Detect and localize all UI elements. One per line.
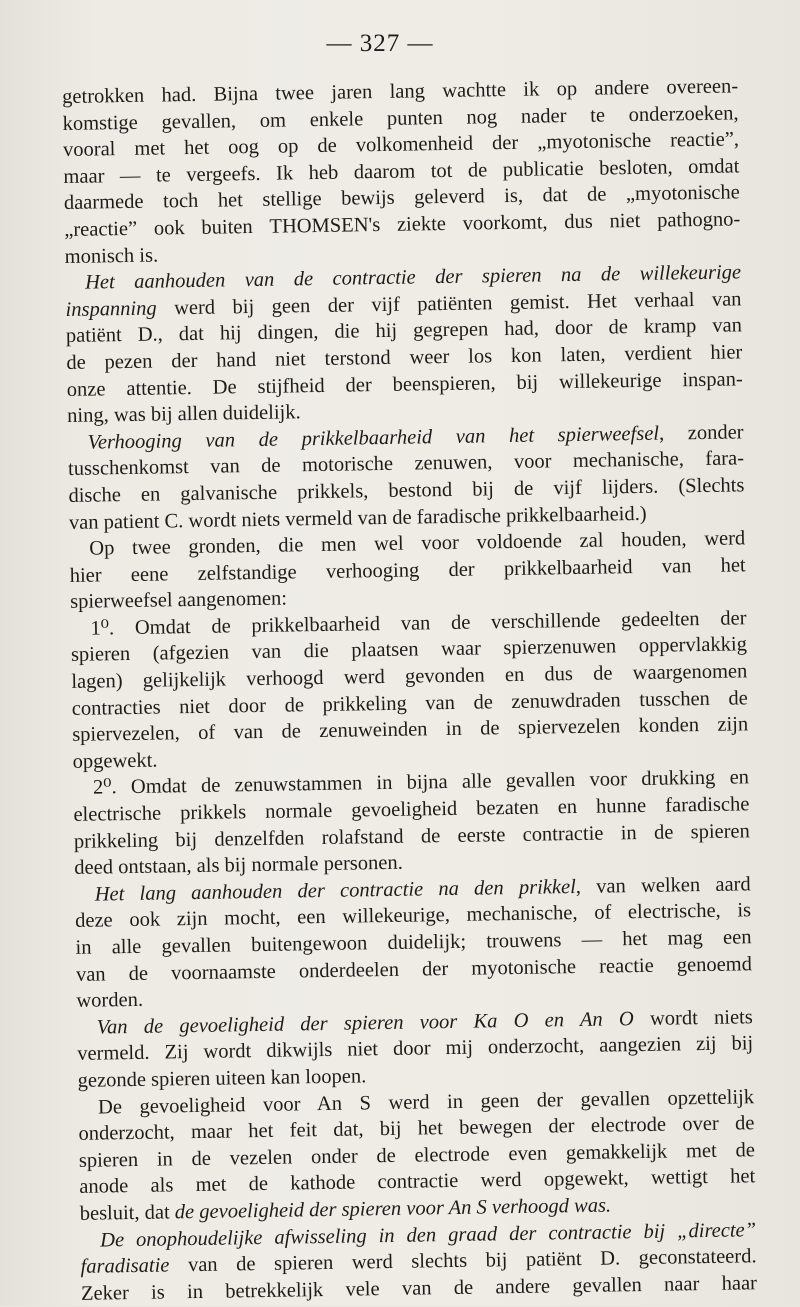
text-line: onderzocht, maar het feit dat, bij het bewegen der electrode over de <box>78 1112 755 1146</box>
text-line: tusschenkomst van de motorische zenuwen, voor mechanische, fara- <box>67 447 745 481</box>
text-line: ning, was bij allen duidelijk. <box>67 401 301 428</box>
text-line: lagen) gelijkelijk verhoogd werd gevonden en dus de waargenomen <box>71 660 748 693</box>
text-line: gezonde spieren uiteen kan loopen. <box>77 1065 367 1092</box>
text-line: opgewekt. <box>72 749 158 773</box>
text-line: getrokken had. Bijna twee jaren lang wachtte ik op andere overeen- <box>62 75 739 108</box>
emphasis-text: De onophoudelijke afwisseling in den graad der contractie bij „directe” <box>99 1218 757 1252</box>
text-line: deze ook zijn mocht, een willekeurige, mechanische, of electrische, is <box>74 899 752 933</box>
text-line: vooral met het oog op de volkomenheid der „myotonische reactie”, <box>62 128 740 162</box>
text-line: Het lang aanhouden der contractie na den prikkel, van welken aard <box>94 873 751 906</box>
text-line: onze attentie. De stijfheid der beenspieren, bij willekeurige inspan- <box>66 367 743 401</box>
text-line: inspanning werd bij geen der vijf patiënten gemist. Het verhaal van <box>65 288 742 321</box>
emphasis-text: inspanning <box>65 297 157 321</box>
text-line: patiënt D., dat hij dingen, die hij gegrepen had, door de kramp van <box>65 314 743 348</box>
page-number: — 327 — <box>326 30 434 57</box>
text-line: deed ontstaan, als bij normale personen. <box>74 851 403 880</box>
text-line: in alle gevallen buitengewoon duidelijk; trouwens — het mag een <box>75 926 752 959</box>
text-line: De gevoeligheid voor An S werd in geen der gevallen opzettelijk <box>97 1085 755 1119</box>
text-line: spierweefsel aangenomen: <box>69 587 288 614</box>
text-line: „reactie” ook buiten THOMSEN's ziekte voorkomt, dus niet pathogno- <box>64 208 741 241</box>
text-line: anode als met de kathode contractie werd opgewekt, wettigt het <box>79 1165 756 1199</box>
text-line: faradisatie van de spieren werd slechts bij patiënt D. geconstateerd. <box>80 1245 757 1278</box>
emphasis-text: faradisatie <box>80 1254 170 1278</box>
text-line: komstige gevallen, om enkele punten nog nader te onderzoeken, <box>62 101 739 135</box>
text-line: van de voornaamste onderdeelen der myotonische reactie genoemd <box>75 952 753 986</box>
text-line: de pezen der hand niet terstond weer los kon laten, verdient hier <box>66 341 743 374</box>
emphasis-text: Het lang aanhouden der contractie na den prikkel <box>94 875 576 906</box>
text-line: electrische prikkels normale gevoeligheid bezaten en hunne faradische <box>73 793 750 826</box>
emphasis-text: Verhooging van de prikkelbaarheid van het spierweefsel <box>87 422 660 454</box>
text-line: prikkeling bij denzelfden rolafstand de eerste contractie in de spieren <box>73 819 750 853</box>
text-line: vermeld. Zij wordt dikwijls niet door mij onderzocht, aangezien zij bij <box>77 1032 754 1066</box>
text-line: 1⁰. Omdat de prikkelbaarheid van de verschillende gedeelten der <box>90 607 747 640</box>
emphasis-text: de gevoeligheid der spieren voor An S verhoogd was. <box>174 1194 612 1224</box>
text-line: hier eene zelfstandige verhooging der prikkelbaarheid van het <box>69 554 746 587</box>
text-line: besluit, dat de gevoeligheid der spieren voor An S verhoogd was. <box>79 1194 612 1225</box>
text-line: van patient C. wordt niets vermeld van de faradische prikkelbaarheid.) <box>68 502 647 534</box>
text-line: contracties niet door de prikkeling van de zenuwdraden tusschen de <box>71 686 748 720</box>
text-line: 2⁰. Omdat de zenuwstammen in bijna alle gevallen voor drukking en <box>92 766 750 800</box>
text-line: dische en galvanische prikkels, bestond bij de vijf lijders. (Slechts <box>68 474 745 507</box>
emphasis-text: Het aanhouden van de contractie der spieren na de willekeurige <box>84 261 742 294</box>
text-line: Verhooging van de prikkelbaarheid van het spierweefsel, zonder <box>87 421 744 454</box>
text-line: Van de gevoeligheid der spieren voor Ka O en An O wordt niets <box>96 1006 753 1039</box>
author-name: THOMSEN <box>269 214 369 238</box>
text-line: worden. <box>76 989 144 1013</box>
body-text <box>62 73 757 1307</box>
text-line: monisch is. <box>64 244 159 268</box>
text-line: daarmede toch het stellige bewijs geleverd is, dat de „myotonische <box>63 181 740 215</box>
text-line: Zeker is in betrekkelijk vele van de andere gevallen naar haar <box>80 1271 758 1305</box>
text-line: spieren in de vezelen onder de electrode even gemakkelijk met de <box>78 1139 756 1172</box>
emphasis-text: Van de gevoeligheid der spieren voor Ka O en An O <box>96 1007 634 1039</box>
text-line: spieren (afgezien van die plaatsen waar spierzenuwen oppervlakkig <box>70 633 748 667</box>
text-line: maar — te vergeefs. Ik heb daarom tot de publicatie besloten, omdat <box>63 155 740 188</box>
text-line: spiervezelen, of van de zenuweinden in de spiervezelen konden zijn <box>72 713 749 747</box>
text-line: Op twee gronden, die men wel voor voldoende zal houden, werd <box>89 527 746 560</box>
